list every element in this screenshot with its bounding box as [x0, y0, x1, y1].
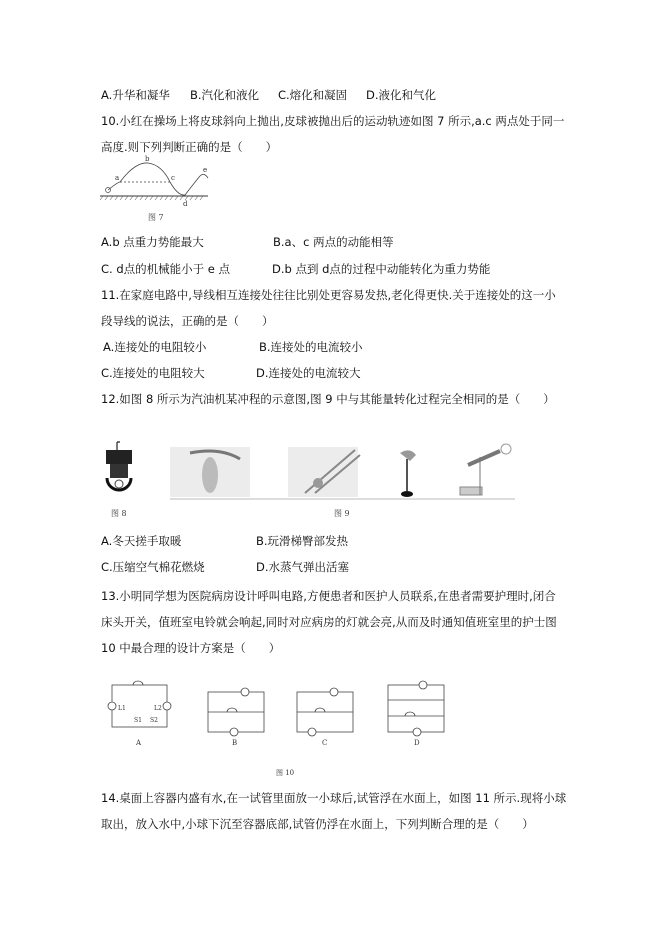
q10-text-line2: 高度.则下列判断正确的是（ ）: [101, 140, 278, 154]
q9-option-a: A.升华和凝华: [101, 88, 170, 102]
q10-text-line1: 10.小红在操场上将皮球斜向上抛出,皮球被抛出后的运动轨迹如图 7 所示,a.c 两点处于同一: [101, 114, 565, 128]
point-e: e: [203, 166, 208, 174]
circuit-label-a: A: [136, 739, 142, 747]
q10-option-d: D.b 点到 d点的过程中动能转化为重力势能: [272, 262, 491, 276]
q12-option-d: D.水蒸气弹出活塞: [256, 560, 350, 574]
figure-8-caption: 图 8: [111, 509, 127, 518]
point-b: b: [145, 155, 150, 163]
q12-option-b: B.玩滑梯臀部发热: [256, 534, 349, 548]
circuit-a-l2: L2: [154, 705, 162, 712]
q12-option-a: A.冬天搓手取暖: [101, 534, 182, 548]
q13-text-line1: 13.小明同学想为医院病房设计呼叫电路,方便患者和医护人员联系,在患者需要护理时,闭合: [101, 589, 556, 603]
q14-text-line2: 取出，放入水中,小球下沉至容器底部,试管仍浮在水面上，下列判断合理的是（ ）: [101, 817, 534, 831]
figure-7-caption: 图 7: [148, 213, 164, 222]
q11-text-line1: 11.在家庭电路中,导线相互连接处往往比别处更容易发热,老化得更快.关于连接处的这一小: [101, 288, 556, 302]
q12-text-line1: 12.如图 8 所示为汽油机某冲程的示意图,图 9 中与其能量转化过程完全相同的是（ ）: [101, 392, 555, 406]
figure-9-images: [170, 445, 515, 500]
q13-text-line3: 10 中最合理的设计方案是（ ）: [101, 641, 281, 655]
q9-option-b: B.汽化和液化: [190, 88, 260, 102]
circuit-a-s1: S1: [134, 717, 142, 724]
figure-7-trajectory: [100, 155, 220, 220]
q14-text-line1: 14.桌面上容器内盛有水,在一试管里面放一小球后,试管浮在水面上，如图 11 所示.现将小球: [101, 791, 567, 805]
point-a: a: [115, 174, 120, 182]
figure-8-engine: [104, 440, 134, 500]
q11-option-a: A.连接处的电阻较小: [103, 340, 207, 354]
q9-option-d: D.液化和气化: [366, 88, 437, 102]
figure-10-circuits: [100, 655, 460, 777]
q12-option-c: C.压缩空气棉花燃烧: [101, 560, 205, 574]
q9-option-c: C.熔化和凝固: [278, 88, 348, 102]
figure-10-caption: 图 10: [276, 769, 295, 777]
circuit-label-d: D: [414, 739, 420, 747]
point-d: d: [183, 200, 188, 208]
q10-option-a: A.b 点重力势能最大: [101, 235, 204, 249]
q13-text-line2: 床头开关，值班室电铃就会响起,同时对应病房的灯就会亮,从而及时通知值班室里的护士图: [101, 615, 557, 629]
figure-9-caption: 图 9: [334, 509, 350, 518]
q11-option-c: C.连接处的电阻较大: [101, 366, 205, 380]
point-c: c: [171, 174, 175, 182]
q10-option-b: B.a、c 两点的动能相等: [273, 235, 394, 249]
q11-option-d: D.连接处的电流较大: [256, 366, 361, 380]
circuit-a-s2: S2: [150, 717, 158, 724]
q11-text-line2: 段导线的说法，正确的是（ ）: [101, 314, 274, 328]
circuit-label-b: B: [232, 739, 238, 747]
q10-option-c: C. d点的机械能小于 e 点: [101, 262, 231, 276]
circuit-label-c: C: [322, 739, 328, 747]
q11-option-b: B.连接处的电流较小: [259, 340, 363, 354]
circuit-a-l1: L1: [118, 705, 126, 712]
